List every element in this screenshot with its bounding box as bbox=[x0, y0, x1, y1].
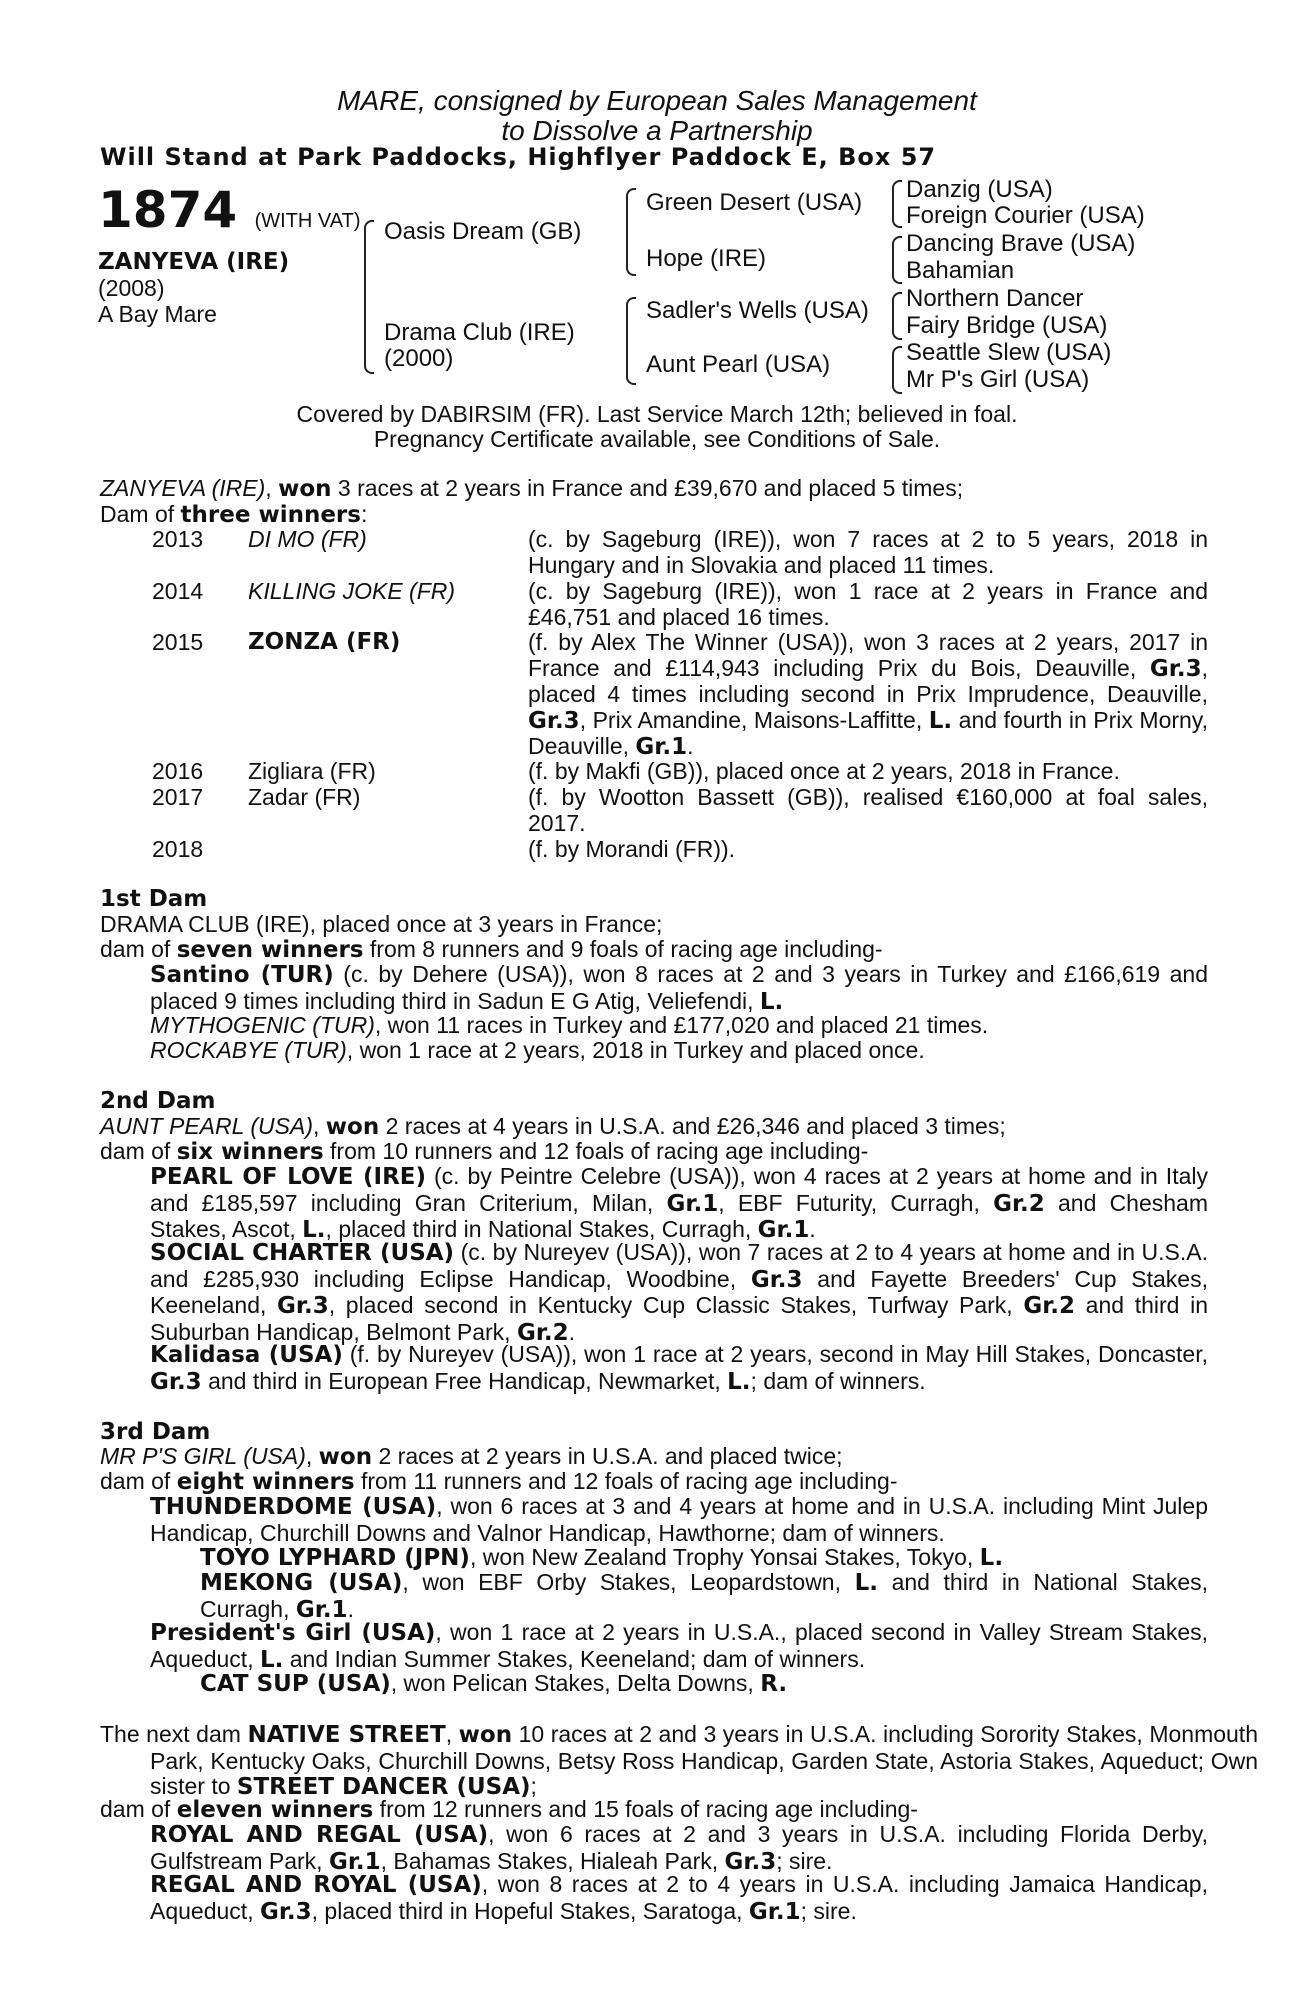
header-consignor: MARE, consigned by European Sales Management bbox=[337, 85, 977, 116]
pedigree-brace bbox=[892, 292, 902, 340]
pedigree-dam: Drama Club (IRE) bbox=[384, 319, 575, 346]
mare-record: ZANYEVA (IRE), won 3 races at 2 years in France and £39,670 and placed 5 times; bbox=[100, 475, 964, 502]
pedigree-sdd: Bahamian bbox=[906, 257, 1015, 284]
covered-note: Covered by DABIRSIM (FR). Last Service March 12th; believed in foal. bbox=[296, 401, 1018, 427]
next-dam-record: The next dam NATIVE STREET, won 10 races at 2 and 3 years in U.S.A. including Sorority Stakes, Monmouth Park, Kentucky Oaks, Churchill Downs, Betsy Ross Handicap, Garden State, Astoria Stakes, Aqueduct; Own sister to STREET DANCER (USA); bbox=[100, 1721, 1258, 1800]
pedigree-brace bbox=[364, 220, 374, 374]
pedigree-sire: Oasis Dream (GB) bbox=[384, 218, 582, 245]
pedigree-ddd: Mr P's Girl (USA) bbox=[906, 366, 1090, 393]
header-subtitle: to Dissolve a Partnership bbox=[501, 115, 813, 146]
header-location: Will Stand at Park Paddocks, Highflyer Paddock E, Box 57 bbox=[100, 143, 937, 171]
vat-label: (WITH VAT) bbox=[254, 210, 361, 232]
pedigree-dam-year: (2000) bbox=[384, 345, 454, 372]
horse-name: ZANYEVA (IRE) bbox=[98, 249, 290, 275]
pedigree-sire-dam: Hope (IRE) bbox=[646, 245, 767, 272]
first-dam-heading: 1st Dam bbox=[100, 886, 208, 912]
lot-number: 1874 (WITH VAT) bbox=[98, 181, 361, 239]
pedigree-ssd: Foreign Courier (USA) bbox=[906, 202, 1145, 229]
second-dam-pearl-of-love: PEARL OF LOVE (IRE) (c. by Peintre Celebre (USA)), won 4 races at 2 years at home and in Italy and £185,597 including Gran Criterium, Milan, Gr.1, EBF Futurity, Curragh, Gr.2 and Chesham Stakes, Ascot, L., placed third in National Stakes, Curragh, Gr.1. bbox=[150, 1163, 1209, 1243]
pedigree-brace bbox=[892, 346, 902, 394]
pedigree-brace bbox=[626, 188, 636, 276]
third-dam-thunderdome: THUNDERDOME (USA), won 6 races at 3 and 4 years at home and in U.S.A. including Mint Julep Handicap, Churchill Downs and Valnor Handicap, Hawthorne; dam of winners. bbox=[150, 1493, 1208, 1546]
second-dam-record: AUNT PEARL (USA), won 2 races at 4 years in U.S.A. and £26,346 and placed 3 times; bbox=[100, 1113, 1006, 1140]
third-dam-presidents-girl: President's Girl (USA), won 1 race at 2 years in U.S.A., placed second in Valley Stream Stakes, Aqueduct, L. and Indian Summer Stakes, Keeneland; dam of winners. bbox=[150, 1619, 1208, 1673]
third-dam-cat-sup: CAT SUP (USA), won Pelican Stakes, Delta Downs, R. bbox=[200, 1670, 788, 1697]
first-dam-santino: Santino (TUR) (c. by Dehere (USA)), won 8 races at 2 and 3 years in Turkey and £166,619 and placed 9 times including third in Sadun E G Atig, Veliefendi, L. bbox=[150, 961, 1208, 1015]
pedigree-dsd: Fairy Bridge (USA) bbox=[906, 312, 1108, 339]
third-dam-produce: dam of eight winners from 11 runners and 12 foals of racing age including- bbox=[100, 1468, 898, 1495]
third-dam-mekong: MEKONG (USA), won EBF Orby Stakes, Leopardstown, L. and third in National Stakes, Curragh, Gr.1. bbox=[200, 1569, 1208, 1623]
second-dam-heading: 2nd Dam bbox=[100, 1088, 216, 1114]
horse-description: A Bay Mare bbox=[98, 301, 217, 327]
next-dam-royal-and-regal: ROYAL AND REGAL (USA), won 6 races at 2 and 3 years in U.S.A. including Florida Derby, Gulfstream Park, Gr.1, Bahamas Stakes, Hialeah Park, Gr.3; sire. bbox=[150, 1821, 1208, 1875]
horse-year: (2008) bbox=[98, 275, 165, 301]
pedigree-dds: Seattle Slew (USA) bbox=[906, 339, 1112, 366]
third-dam-record: MR P'S GIRL (USA), won 2 races at 2 years in U.S.A. and placed twice; bbox=[100, 1443, 843, 1470]
next-dam-produce: dam of eleven winners from 12 runners and 15 foals of racing age including- bbox=[100, 1796, 918, 1823]
pedigree-brace bbox=[892, 180, 902, 228]
first-dam-record: DRAMA CLUB (IRE), placed once at 3 years in France; bbox=[100, 911, 663, 937]
second-dam-kalidasa: Kalidasa (USA) (f. by Nureyev (USA)), won 1 race at 2 years, second in May Hill Stakes, Doncaster, Gr.3 and third in European Free Handicap, Newmarket, L.; dam of winners. bbox=[150, 1341, 1208, 1395]
pregnancy-note: Pregnancy Certificate available, see Conditions of Sale. bbox=[373, 426, 941, 452]
second-dam-social-charter: SOCIAL CHARTER (USA) (c. by Nureyev (USA)), won 7 races at 2 to 4 years at home and in U.S.A. and £285,930 including Eclipse Handicap, Woodbine, Gr.3 and Fayette Breeders' Cup Stakes, Keeneland, Gr.3, placed second in Kentucky Cup Classic Stakes, Turfway Park, Gr.2 and third in Suburban Handicap, Belmont Park, Gr.2. bbox=[150, 1239, 1208, 1346]
first-dam-rockabye: ROCKABYE (TUR), won 1 race at 2 years, 2018 in Turkey and placed once. bbox=[150, 1037, 925, 1063]
pedigree-dss: Northern Dancer bbox=[906, 285, 1084, 312]
third-dam-toyo-lyphard: TOYO LYPHARD (JPN), won New Zealand Trophy Yonsai Stakes, Tokyo, L. bbox=[200, 1544, 1004, 1571]
pedigree-dam-dam: Aunt Pearl (USA) bbox=[646, 351, 831, 378]
first-dam-mythogenic: MYTHOGENIC (TUR), won 11 races in Turkey and £177,020 and placed 21 times. bbox=[150, 1012, 989, 1038]
pedigree-sds: Dancing Brave (USA) bbox=[906, 230, 1136, 257]
dam-of-winners: Dam of three winners: bbox=[100, 501, 368, 528]
second-dam-produce: dam of six winners from 10 runners and 12 foals of racing age including- bbox=[100, 1138, 869, 1165]
pedigree-dam-sire: Sadler's Wells (USA) bbox=[646, 297, 869, 324]
next-dam-regal-and-royal: REGAL AND ROYAL (USA), won 8 races at 2 to 4 years in U.S.A. including Jamaica Handicap, Aqueduct, Gr.3, placed third in Hopeful Stakes, Saratoga, Gr.1; sire. bbox=[150, 1871, 1208, 1925]
pedigree-brace bbox=[626, 297, 636, 385]
first-dam-produce: dam of seven winners from 8 runners and 9 foals of racing age including- bbox=[100, 936, 883, 963]
pedigree-brace bbox=[892, 236, 902, 284]
pedigree-sire-sire: Green Desert (USA) bbox=[646, 189, 863, 216]
pedigree-sss: Danzig (USA) bbox=[906, 176, 1053, 203]
third-dam-heading: 3rd Dam bbox=[100, 1419, 211, 1445]
